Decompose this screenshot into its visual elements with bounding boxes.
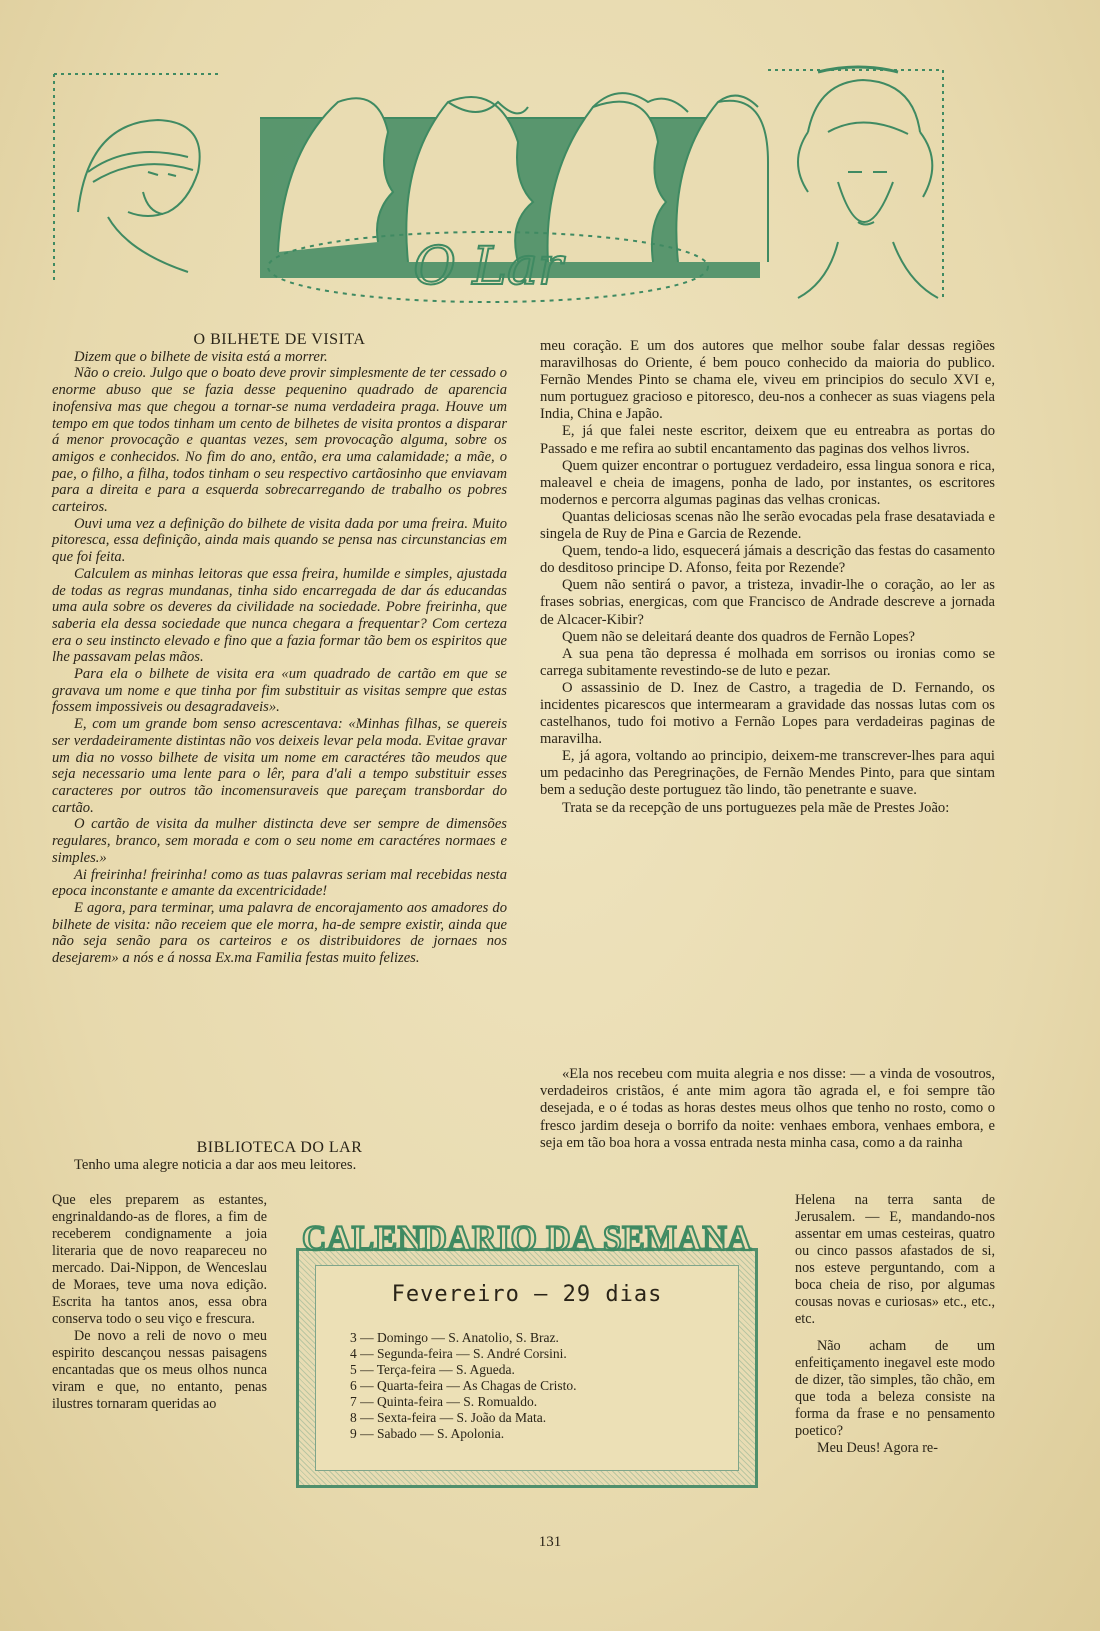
- paragraph: Quantas deliciosas scenas não lhe serão evocadas pela frase desataviada e singela de Ruy de Pina e Garcia de Rezende.: [540, 508, 995, 543]
- paragraph: E, já agora, voltando ao principio, deixem-me transcrever-lhes para aqui um pedacinho das Peregrinações, de Fernão Mendes Pinto, para que sintam bem a sedução deste portuguez tão lindo, tão penetrante e suave.: [540, 748, 995, 799]
- article-bilhete: [52, 332, 507, 967]
- article-heading: BIBLIOTECA DO LAR: [196, 1139, 363, 1156]
- paragraph: A sua pena tão depressa é molhada em sorrisos ou ironias como se carrega subitamente revestindo-se de luto e pezar.: [540, 645, 995, 679]
- paragraph: Não o creio. Julgo que o boato deve provir simplesmente de ter cessado o enorme abuso que se fazia desse pequenino quadrado de aparencia inofensiva mas que chegou a tornar-se numa verdadeira praga. Houve um tempo em que todos tinham um cento de bilhetes de visita prontos a disparar á menor provocação e quantas vezes, sem provocação alguma, sobre os amigos e conhecidos. No fim do ano, então, era uma calamidade; a mãe, o pae, o filho, a filha, todos tinham o seu respectivo cartãosinho que enviavam para a direita e para a esquerda sobrecarregando de trabalho os pobres carteiros.: [52, 365, 507, 516]
- header-title: O Lar: [413, 237, 563, 297]
- calendar-day: 6 — Quarta-feira — As Chagas de Cristo.: [350, 1378, 577, 1393]
- quote-text: «Ela nos recebeu com muita alegria e nos disse: — a vinda de vosoutros, verdadeiros cristãos, é ante mim agora tão agrada el, e foi sempre tão desejada, e o é todas as horas destes meus olhos que tenho no rosto, como o fresco jardim deseja o borrifo da noite: venhaes embora, venhaes embora, e seja em tão boa hora a vossa entrada nesta minha casa, como a da rainha: [540, 1066, 995, 1151]
- paragraph: O assassinio de D. Inez de Castro, a tragedia de D. Fernando, os incidentes picarescos que intermearam a gravidade das nossas lutas com os castelhanos, tudo foi motivo a Fernão Lopes para verdadeiras paginas de maravilha.: [540, 679, 995, 748]
- calendar-days: [350, 1330, 576, 1442]
- calendar-inner: [315, 1265, 739, 1471]
- paragraph: Meu Deus! Agora re-: [817, 1440, 938, 1456]
- paragraph: Quem não sentirá o pavor, a tristeza, invadir-lhe o coração, ao ler as frases sobrias, energicas, com que Francisco de Andrade descreve a jornada de Alcacer-Kibir?: [540, 577, 995, 628]
- calendar-day: 8 — Sexta-feira — S. João da Mata.: [350, 1410, 547, 1425]
- quote-continuation: [795, 1192, 995, 1457]
- calendar-title-text: CALENDARIO DA SEMANA: [302, 1218, 752, 1258]
- article-biblioteca-body: [52, 1192, 267, 1413]
- paragraph: Calculem as minhas leitoras que essa freira, humilde e simples, ajustada de todas as regras mundanas, tinha sido encarregada de dar ás educandas uma aula sobre os deveres da civilidade na sociedade. Pobre freirinha, que saberia ela dessa sociedade que nunca chegara a frequentar? Com certeza era o seu instincto elevado e fino que a fazia formar tão bem os espiritos que lhe passavam pelas mãos.: [52, 565, 507, 666]
- paragraph: Tenho uma alegre noticia a dar aos meu leitores.: [74, 1156, 357, 1173]
- paragraph: Não acham de um enfeitiçamento inegavel este modo de dizer, tão simples, tão chão, em que toda a beleza consiste na forma da frase e no pensamento poetico?: [795, 1338, 995, 1439]
- calendar-day: 7 — Quinta-feira — S. Romualdo.: [350, 1394, 538, 1409]
- calendar-day: 4 — Segunda-feira — S. André Corsini.: [350, 1346, 567, 1361]
- calendar-box: [296, 1248, 758, 1488]
- paragraph: Ai freirinha! freirinha! como as tuas palavras seriam mal recebidas nesta epoca inconstante e amante da excentricidade!: [52, 866, 507, 900]
- quote-text: Helena na terra santa de Jerusalem. — E, mandando-nos assentar em umas cesteiras, quatro ou cinco passos afastados de si, nos esteve perguntando, com a boca cheia de riso, por algumas cousas novas e curiosas» etc., etc., etc.: [795, 1192, 995, 1327]
- paragraph: E, já que falei neste escritor, deixem que eu entreabra as portas do Passado e me refira ao subtil encantamento das paginas dos velhos livros.: [540, 423, 995, 457]
- article-right-column: [540, 338, 995, 817]
- paragraph: meu coração. E um dos autores que melhor soube falar dessas regiões maravilhosas do Oriente, é bem pouco conhecido da maioria do publico. Fernão Mendes Pinto se chama ele, viveu em principios do seculo XVI e, num portuguez gracioso e pitoresco, deu-nos a conhecer as suas viagens pela India, China e Japão.: [540, 338, 995, 423]
- calendar-month: Fevereiro — 29 dias: [391, 1282, 663, 1307]
- header-illustration: [48, 62, 988, 312]
- calendar-day: 9 — Sabado — S. Apolonia.: [350, 1426, 505, 1441]
- paragraph: De novo a reli de novo o meu espirito descançou nessas paisagens encantadas que os meus olhos nunca viram e que, no entanto, penas ilustres tornaram queridas ao: [52, 1328, 267, 1412]
- paragraph: Quem, tendo-a lido, esquecerá jámais a descrição das festas do casamento do desditoso principe D. Afonso, feita por Rezende?: [540, 543, 995, 577]
- article-heading: O BILHETE DE VISITA: [193, 331, 366, 348]
- paragraph: Que eles preparem as estantes, engrinaldando-as de flores, a fim de receberem condignamente a joia literaria que de novo reapareceu no mercado. Dai-Nippon, de Wenceslau de Moraes, teve uma nova edição. Escrita ha tantos anos, essa obra conserva todo o seu viço e frescura.: [52, 1192, 267, 1327]
- calendar-day: 3 — Domingo — S. Anatolio, S. Braz.: [350, 1330, 559, 1345]
- paragraph: E, com um grande bom senso acrescentava: «Minhas filhas, se quereis ser verdadeiramente distintas não vos deixeis levar pela moda. Evitae gravar um dia no vosso bilhete de visita um nome em caractéres tão meudos que seja necessario uma lente para o lêr, para d'ali a tempo substituir esses caracteres por outros tão incomensuraveis que pareçam transbordar do cartão.: [52, 716, 507, 816]
- paragraph: Para ela o bilhete de visita era «um quadrado de cartão em que se gravava um nome e que tinha por fim substituir as visitas sempre que estas fossem impossiveis ou desagradaveis».: [52, 666, 507, 716]
- paragraph: O cartão de visita da mulher distincta deve ser sempre de dimensões regulares, branco, sem morada e com o seu nome em caractéres normaes e simples.»: [52, 816, 507, 866]
- quote-block: [540, 1066, 995, 1152]
- paragraph: Quem quizer encontrar o portuguez verdadeiro, essa lingua sonora e rica, maleavel e cheia de imagens, ponha de lado, por instantes, os escritores modernos e percorra algumas paginas das velhas cronicas.: [540, 457, 995, 508]
- paragraph: Dizem que o bilhete de visita está a morrer.: [74, 348, 328, 365]
- paragraph: E agora, para terminar, uma palavra de encorajamento aos amadores do bilhete de visita: não receiem que ele morra, ha-de sempre existir, ainda que não seja senão para os carteiros e os distribuidores de jornaes nos desejarem» a nós e á nossa Ex.ma Familia festas muito felizes.: [52, 899, 507, 967]
- calendar-title: [292, 1212, 762, 1258]
- page-number: 131: [538, 1534, 562, 1550]
- paragraph: Trata se da recepção de uns portuguezes pela mãe de Prestes João:: [562, 799, 950, 816]
- paragraph: Quem não se deleitará deante dos quadros de Fernão Lopes?: [562, 628, 915, 645]
- paragraph: Ouvi uma vez a definição do bilhete de visita dada por uma freira. Muito pitoresca, essa definição, ainda mais quando se pensa nas circunstancias em que foi feita.: [52, 515, 507, 566]
- article-biblioteca: [52, 1140, 507, 1173]
- calendar-day: 5 — Terça-feira — S. Agueda.: [350, 1362, 515, 1377]
